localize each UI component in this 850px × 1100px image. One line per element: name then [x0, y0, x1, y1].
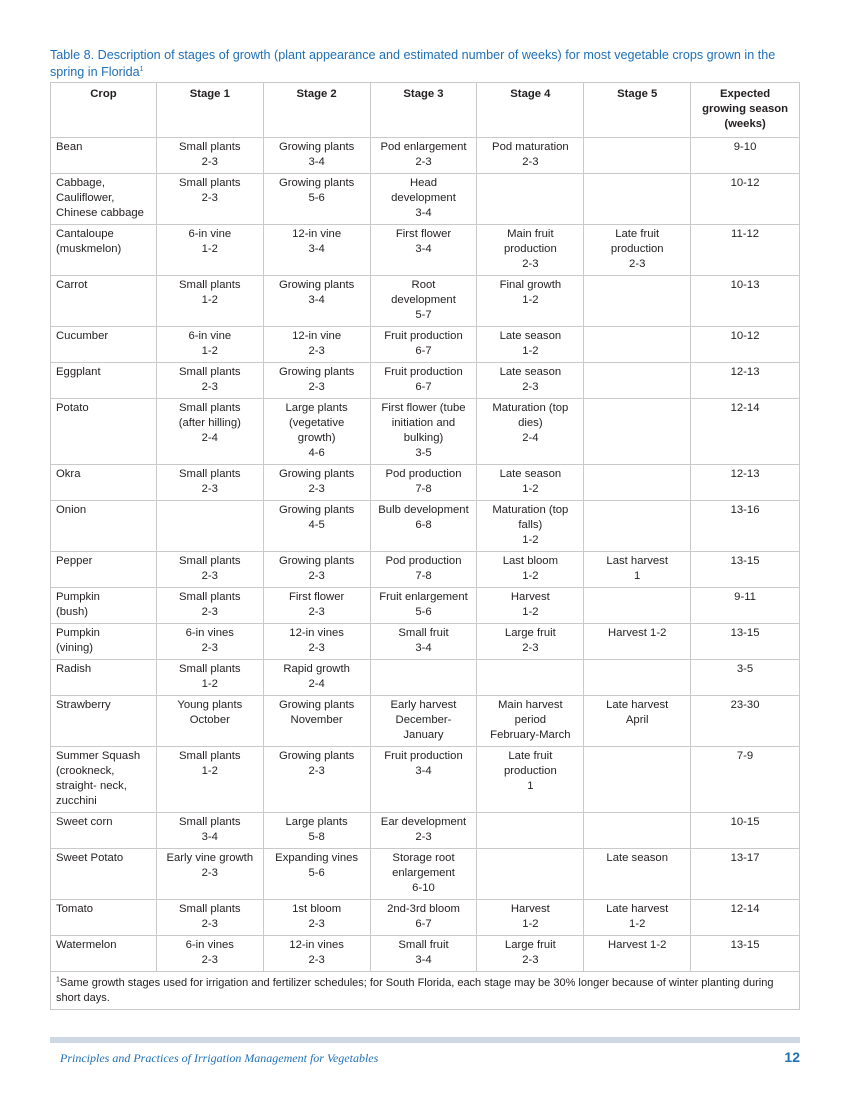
table-row: [51, 138, 800, 174]
table-cell: Early harvest December- January: [370, 696, 477, 747]
table-cell: Small plants 2-3: [156, 588, 263, 624]
table-row: [51, 660, 800, 696]
table-caption-text: Table 8. Description of stages of growth (plant appearance and estimated number of weeks) for most vegetable crops grown in the spring in Florida: [50, 48, 776, 79]
table-cell: Ear development 2-3: [370, 813, 477, 849]
crop-name-cell: Potato: [51, 399, 157, 465]
table-cell: 10-13: [691, 276, 800, 327]
crop-name-cell: Pumpkin (vining): [51, 624, 157, 660]
table-cell: 12-in vine 2-3: [263, 327, 370, 363]
table-cell: Late fruit production 1: [477, 747, 584, 813]
table-cell: 9-11: [691, 588, 800, 624]
table-cell: Small plants 2-3: [156, 174, 263, 225]
table-cell: Maturation (top falls) 1-2: [477, 501, 584, 552]
crop-name-cell: Tomato: [51, 900, 157, 936]
table-cell: [584, 660, 691, 696]
table-cell: Last harvest 1: [584, 552, 691, 588]
table-cell: 1st bloom 2-3: [263, 900, 370, 936]
table-cell: 9-10: [691, 138, 800, 174]
table-cell: [584, 588, 691, 624]
table-cell: Pod enlargement 2-3: [370, 138, 477, 174]
caption-footnote-marker: 1: [139, 65, 144, 73]
table-cell: Growing plants 2-3: [263, 465, 370, 501]
table-cell: Late season: [584, 849, 691, 900]
table-cell: 23-30: [691, 696, 800, 747]
table-cell: 10-15: [691, 813, 800, 849]
table-caption: [50, 47, 800, 81]
table-cell: Small fruit 3-4: [370, 624, 477, 660]
table-cell: Early vine growth 2-3: [156, 849, 263, 900]
table-cell: [477, 849, 584, 900]
table-row: [51, 747, 800, 813]
table-cell: Small plants 1-2: [156, 747, 263, 813]
table-cell: 6-in vines 2-3: [156, 936, 263, 972]
table-row: [51, 327, 800, 363]
table-cell: Head development 3-4: [370, 174, 477, 225]
table-cell: Large fruit 2-3: [477, 624, 584, 660]
crop-name-cell: Pumpkin (bush): [51, 588, 157, 624]
table-cell: Late season 1-2: [477, 327, 584, 363]
table-cell: 11-12: [691, 225, 800, 276]
table-cell: Late fruit production 2-3: [584, 225, 691, 276]
crop-name-cell: Pepper: [51, 552, 157, 588]
table-cell: [584, 327, 691, 363]
table-cell: 7-9: [691, 747, 800, 813]
table-row: [51, 552, 800, 588]
table-cell: Growing plants 4-5: [263, 501, 370, 552]
table-cell: 13-17: [691, 849, 800, 900]
table-cell: [584, 276, 691, 327]
table-row: [51, 849, 800, 900]
table-cell: Growing plants 3-4: [263, 138, 370, 174]
table-cell: [584, 813, 691, 849]
table-cell: [477, 174, 584, 225]
table-cell: 12-in vines 2-3: [263, 936, 370, 972]
table-body: [51, 138, 800, 972]
table-cell: 10-12: [691, 174, 800, 225]
table-cell: 6-in vines 2-3: [156, 624, 263, 660]
crop-name-cell: Cantaloupe (muskmelon): [51, 225, 157, 276]
growth-stages-table: [50, 82, 800, 1010]
crop-name-cell: Carrot: [51, 276, 157, 327]
table-row: [51, 276, 800, 327]
table-row: [51, 465, 800, 501]
table-cell: Rapid growth 2-4: [263, 660, 370, 696]
table-cell: First flower (tube initiation and bulking) 3-5: [370, 399, 477, 465]
table-cell: [370, 660, 477, 696]
table-cell: Main fruit production 2-3: [477, 225, 584, 276]
table-cell: Small plants 3-4: [156, 813, 263, 849]
table-cell: Small plants (after hilling) 2-4: [156, 399, 263, 465]
column-header: Crop: [51, 83, 157, 138]
table-cell: Small plants 2-3: [156, 363, 263, 399]
table-cell: Large plants 5-8: [263, 813, 370, 849]
table-cell: 3-5: [691, 660, 800, 696]
table-cell: Bulb development 6-8: [370, 501, 477, 552]
table-cell: 12-14: [691, 900, 800, 936]
table-cell: Final growth 1-2: [477, 276, 584, 327]
table-cell: Fruit enlargement 5-6: [370, 588, 477, 624]
crop-name-cell: Watermelon: [51, 936, 157, 972]
crop-name-cell: Okra: [51, 465, 157, 501]
table-cell: Small fruit 3-4: [370, 936, 477, 972]
table-cell: Young plants October: [156, 696, 263, 747]
table-cell: Growing plants November: [263, 696, 370, 747]
table-cell: Fruit production 3-4: [370, 747, 477, 813]
table-cell: Harvest 1-2: [584, 936, 691, 972]
table-cell: Late season 2-3: [477, 363, 584, 399]
table-cell: First flower 3-4: [370, 225, 477, 276]
table-cell: Harvest 1-2: [477, 900, 584, 936]
table-cell: 13-15: [691, 936, 800, 972]
table-cell: Growing plants 5-6: [263, 174, 370, 225]
footer-rule: [50, 1037, 800, 1043]
table-cell: Small plants 2-3: [156, 465, 263, 501]
table-header-row: [51, 83, 800, 138]
crop-name-cell: Strawberry: [51, 696, 157, 747]
table-cell: Storage root enlargement 6-10: [370, 849, 477, 900]
crop-name-cell: Sweet Potato: [51, 849, 157, 900]
crop-name-cell: Eggplant: [51, 363, 157, 399]
table-row: [51, 174, 800, 225]
table-cell: [477, 813, 584, 849]
column-header: Stage 4: [477, 83, 584, 138]
crop-name-cell: Cucumber: [51, 327, 157, 363]
table-cell: 10-12: [691, 327, 800, 363]
table-cell: 6-in vine 1-2: [156, 225, 263, 276]
table-cell: [156, 501, 263, 552]
table-cell: Growing plants 2-3: [263, 552, 370, 588]
table-row: [51, 501, 800, 552]
table-cell: Large fruit 2-3: [477, 936, 584, 972]
table-cell: Small plants 1-2: [156, 660, 263, 696]
table-row: [51, 225, 800, 276]
column-header: Stage 5: [584, 83, 691, 138]
table-cell: Large plants (vegetative growth) 4-6: [263, 399, 370, 465]
crop-name-cell: Radish: [51, 660, 157, 696]
table-cell: [584, 501, 691, 552]
table-cell: 12-13: [691, 363, 800, 399]
page-number: 12: [784, 1049, 800, 1065]
table-row: [51, 624, 800, 660]
table-cell: 12-14: [691, 399, 800, 465]
crop-name-cell: Bean: [51, 138, 157, 174]
table-cell: [584, 363, 691, 399]
column-header: Expected growing season (weeks): [691, 83, 800, 138]
table-footnote: [51, 972, 800, 1010]
column-header: Stage 1: [156, 83, 263, 138]
table-cell: [584, 174, 691, 225]
table-cell: [477, 660, 584, 696]
table-cell: First flower 2-3: [263, 588, 370, 624]
table-cell: Small plants 1-2: [156, 276, 263, 327]
table-cell: [584, 399, 691, 465]
table-row: [51, 399, 800, 465]
column-header: Stage 2: [263, 83, 370, 138]
table-cell: 13-15: [691, 624, 800, 660]
table-cell: Late season 1-2: [477, 465, 584, 501]
table-cell: Pod production 7-8: [370, 465, 477, 501]
footnote-text: Same growth stages used for irrigation and fertilizer schedules; for South Florida, each stage may be 30% longer because of winter planting during short days.: [56, 977, 774, 1004]
table-cell: 2nd-3rd bloom 6-7: [370, 900, 477, 936]
table-cell: Pod maturation 2-3: [477, 138, 584, 174]
table-cell: Fruit production 6-7: [370, 363, 477, 399]
table-cell: [584, 138, 691, 174]
table-row: [51, 813, 800, 849]
footer-document-title: Principles and Practices of Irrigation Management for Vegetables: [60, 1051, 379, 1065]
table-cell: Small plants 2-3: [156, 138, 263, 174]
table-cell: Last bloom 1-2: [477, 552, 584, 588]
table-row: [51, 900, 800, 936]
table-cell: [584, 747, 691, 813]
table-row: [51, 936, 800, 972]
table-row: [51, 588, 800, 624]
table-cell: 6-in vine 1-2: [156, 327, 263, 363]
crop-name-cell: Onion: [51, 501, 157, 552]
table-cell: Root development 5-7: [370, 276, 477, 327]
table-cell: Expanding vines 5-6: [263, 849, 370, 900]
table-cell: 12-in vine 3-4: [263, 225, 370, 276]
footnote-marker: 1: [56, 976, 60, 984]
table-cell: Small plants 2-3: [156, 900, 263, 936]
table-cell: [584, 465, 691, 501]
crop-name-cell: Cabbage, Cauliflower, Chinese cabbage: [51, 174, 157, 225]
table-cell: Harvest 1-2: [584, 624, 691, 660]
table-cell: 12-13: [691, 465, 800, 501]
table-cell: Growing plants 2-3: [263, 747, 370, 813]
crop-name-cell: Summer Squash (crookneck, straight- neck, zucchini: [51, 747, 157, 813]
table-row: [51, 363, 800, 399]
table-cell: Fruit production 6-7: [370, 327, 477, 363]
crop-name-cell: Sweet corn: [51, 813, 157, 849]
table-cell: Late harvest April: [584, 696, 691, 747]
table-cell: Maturation (top dies) 2-4: [477, 399, 584, 465]
table-cell: Main harvest period February-March: [477, 696, 584, 747]
table-cell: 13-16: [691, 501, 800, 552]
column-header: Stage 3: [370, 83, 477, 138]
table-cell: 13-15: [691, 552, 800, 588]
table-cell: Small plants 2-3: [156, 552, 263, 588]
table-cell: Late harvest 1-2: [584, 900, 691, 936]
table-cell: Harvest 1-2: [477, 588, 584, 624]
table-cell: Growing plants 2-3: [263, 363, 370, 399]
footnote-row: [51, 972, 800, 1010]
table-cell: Growing plants 3-4: [263, 276, 370, 327]
table-cell: Pod production 7-8: [370, 552, 477, 588]
table-row: [51, 696, 800, 747]
table-cell: 12-in vines 2-3: [263, 624, 370, 660]
